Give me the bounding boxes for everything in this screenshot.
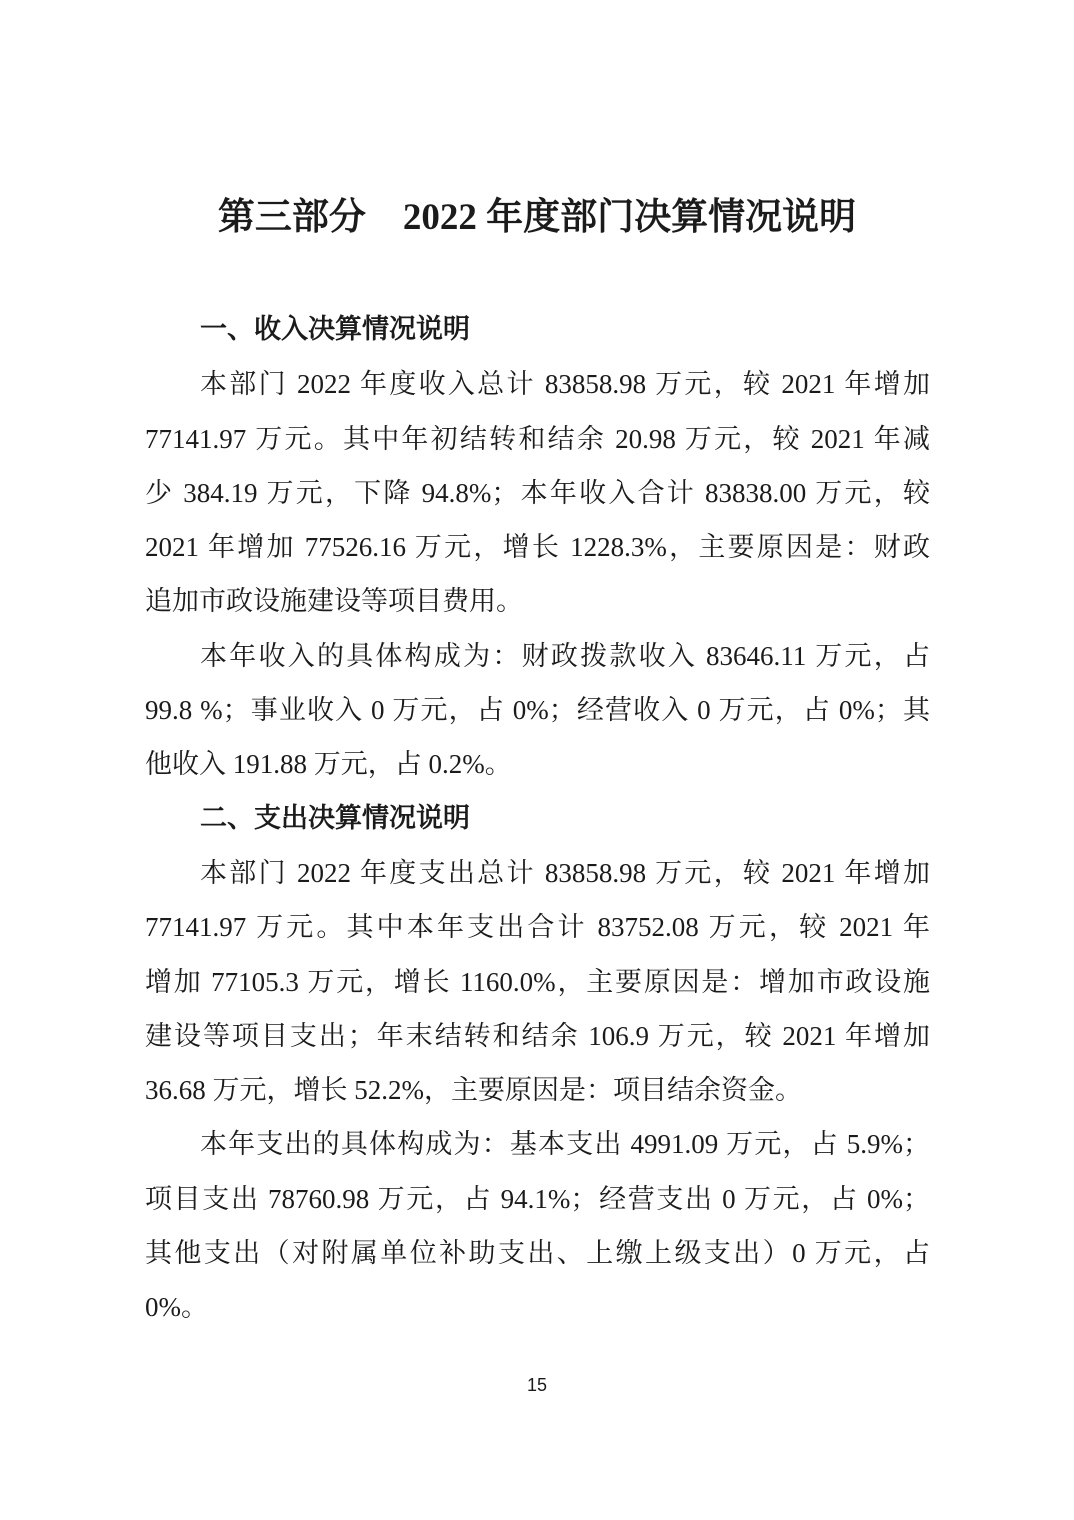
text-line: 增加 77105.3 万元，增长 1160.0%，主要原因是：增加市政设施 bbox=[145, 966, 930, 997]
section-heading-expenditure: 二、支出决算情况说明 bbox=[200, 802, 470, 834]
text-line: 少 384.19 万元，下降 94.8%；本年收入合计 83838.00 万元，较 bbox=[145, 477, 930, 508]
text-line: 99.8 %；事业收入 0 万元，占 0%；经营收入 0 万元，占 0%；其 bbox=[145, 695, 930, 726]
text-line: 追加市政设施建设等项目费用。 bbox=[145, 586, 523, 617]
page-title: 第三部分 2022 年度部门决算情况说明 bbox=[217, 197, 857, 238]
text-line: 他收入 191.88 万元，占 0.2%。 bbox=[145, 749, 512, 780]
paragraph-income-summary bbox=[145, 357, 930, 628]
text-line: 本部门 2022 年度收入总计 83858.98 万元，较 2021 年增加 bbox=[200, 369, 930, 400]
text-line: 77141.97 万元。其中年初结转和结余 20.98 万元，较 2021 年减 bbox=[145, 423, 930, 454]
text-line: 项目支出 78760.98 万元，占 94.1%；经营支出 0 万元，占 0%； bbox=[145, 1183, 930, 1214]
text-line: 本年支出的具体构成为：基本支出 4991.09 万元，占 5.9%； bbox=[200, 1129, 930, 1160]
paragraph-expenditure-summary bbox=[145, 846, 930, 1117]
paragraph-expenditure-composition bbox=[145, 1117, 930, 1334]
document-body bbox=[145, 303, 930, 1335]
section-heading-income: 一、收入决算情况说明 bbox=[200, 314, 470, 345]
text-line: 本年收入的具体构成为：财政拨款收入 83646.11 万元，占 bbox=[200, 640, 930, 671]
text-line: 77141.97 万元。其中本年支出合计 83752.08 万元，较 2021 年 bbox=[145, 912, 930, 943]
text-line: 建设等项目支出；年末结转和结余 106.9 万元，较 2021 年增加 bbox=[145, 1020, 930, 1051]
page-number: 15 bbox=[526, 1375, 548, 1395]
text-line: 本部门 2022 年度支出总计 83858.98 万元，较 2021 年增加 bbox=[200, 857, 930, 888]
text-line: 0%。 bbox=[145, 1292, 208, 1323]
paragraph-income-composition bbox=[145, 629, 930, 792]
text-line: 2021 年增加 77526.16 万元，增长 1228.3%，主要原因是：财政 bbox=[145, 532, 930, 563]
text-line: 其他支出（对附属单位补助支出、上缴上级支出）0 万元，占 bbox=[145, 1238, 930, 1269]
text-line: 36.68 万元，增长 52.2%，主要原因是：项目结余资金。 bbox=[145, 1075, 802, 1106]
